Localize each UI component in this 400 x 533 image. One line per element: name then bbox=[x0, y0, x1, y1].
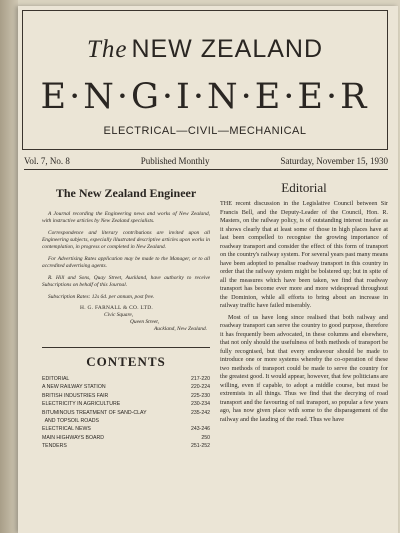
about-paragraph-5: Subscription Rates: 12s 6d. per annum, post free. bbox=[48, 294, 155, 300]
contents-item bbox=[42, 425, 210, 433]
contents-item-label: ELECTRICAL NEWS bbox=[42, 426, 91, 433]
contents-item-pages: 250 bbox=[201, 434, 210, 441]
contents-item bbox=[42, 400, 210, 408]
address-line-1: Civic Square, bbox=[104, 312, 134, 318]
editorial-column bbox=[220, 178, 388, 424]
address-line-2: Queen Street, bbox=[130, 319, 160, 325]
contents-item-pages: 243-246 bbox=[190, 426, 210, 433]
contents-item bbox=[42, 392, 210, 400]
contents-list bbox=[42, 375, 210, 451]
about-paragraph-1: A Journal recording the Engineering news and works of New Zealand, with instructive articles by New Zealand specialists. bbox=[42, 211, 210, 224]
contents-item bbox=[42, 442, 210, 450]
contents-item bbox=[42, 375, 210, 383]
masthead-the: The bbox=[86, 36, 128, 63]
masthead-engineer: E·N·G·I·N·E·E·R bbox=[40, 77, 370, 117]
masthead-title-line bbox=[23, 35, 387, 64]
about-paragraph-3: For Advertising Rates application may be made to the Manager, or to all accredited advertising agents. bbox=[42, 256, 210, 269]
address-line-3: Auckland, New Zealand. bbox=[154, 326, 208, 332]
contents-item-pages: 230-234 bbox=[190, 401, 210, 408]
left-column bbox=[42, 178, 210, 451]
contents-item-label: MAIN HIGHWAYS BOARD bbox=[42, 434, 104, 441]
editorial-title: Editorial bbox=[281, 180, 327, 195]
contents-rule bbox=[42, 347, 210, 348]
about-paragraph-2: Correspondence and literary contributions are invited upon all Engineering subjects, especially illustrated descriptive articles upon works in contemplation, in progress or completed in New Zealand. bbox=[42, 230, 210, 250]
masthead-new-zealand: NEW ZEALAND bbox=[131, 35, 324, 63]
about-paragraph-4: R. Hill and Sons, Quay Street, Auckland, have authority to receive Subscriptions on behalf of this Journal. bbox=[42, 275, 210, 288]
contents-item bbox=[42, 409, 210, 426]
issue-volume: Vol. 7, No. 8 bbox=[24, 156, 70, 166]
contents-item-label: TENDERS bbox=[42, 443, 67, 450]
editorial-paragraph-2: Most of us have long since realised that both railway and roadway transport can serve the country to good purpose, therefore it has frequently been advocated, in these columns and elsewhere, that not only should the usefulness of both methods of transport be fully recognised, but that every endeavour should be made to introduce one or more systems whereby the co-operation of these two methods of transport could be made to serve the country for the greatest good. It would appear, however, that few politicians are willing, even if capable, to adopt a middle course, but must be extremists in all things. Thus we find that the decrying of road transport and the favouring of rail transport, so popular a few years ago, has now given place with some to the disparagement of the railway and the lauding of the road. Thus we have bbox=[220, 313, 388, 423]
info-bar-rule bbox=[24, 169, 388, 170]
about-title: The New Zealand Engineer bbox=[55, 186, 197, 200]
publisher-name: H. G. FARNALL & CO. LTD. bbox=[80, 305, 154, 311]
binding-spine bbox=[0, 0, 18, 533]
contents-item-pages: 220-224 bbox=[190, 384, 210, 391]
masthead bbox=[22, 10, 388, 150]
contents-item-label: BITUMINOUS TREATMENT OF SAND-CLAY AND TOPSOIL ROADS bbox=[42, 409, 147, 425]
contents-item-pages: 251-252 bbox=[190, 443, 210, 450]
contents-item-label: A NEW RAILWAY STATION bbox=[42, 384, 106, 391]
contents-item bbox=[42, 383, 210, 391]
masthead-subtitle: ELECTRICAL—CIVIL—MECHANICAL bbox=[103, 125, 307, 137]
contents-item-pages: 225-230 bbox=[190, 392, 210, 399]
contents-item-pages: 235-242 bbox=[190, 409, 210, 416]
contents-title: CONTENTS bbox=[86, 354, 166, 369]
contents-item-label: ELECTRICITY IN AGRICULTURE bbox=[42, 401, 121, 408]
editorial-paragraph-1: THE recent discussion in the Legislative Council between Sir Francis Bell, and the Deputy-Leader of the Council, Hon. R. Masters, on the railway policy, is of outstanding interest insofar as it shows clearly that at least some of those in high places have at last been compelled to recognise the growing importance of roadway transport and consider the effect of this form of transport on the country's railway system. For several years past many means have been adopted to penalise roadway transport in this country in order that the railway system might be bolstered up; but in spite of all the measures which have been taken, we find that roadway transport has become ever more and more widespread throughout the Dominion, while all efforts to bring about an increase in railway traffic have failed miserably. bbox=[220, 200, 388, 309]
issue-date: Saturday, November 15, 1930 bbox=[280, 156, 388, 166]
contents-item-pages: 217-220 bbox=[190, 376, 210, 382]
publisher-address bbox=[42, 305, 210, 333]
contents-item-label: EDITORIAL bbox=[42, 376, 70, 382]
contents-item bbox=[42, 434, 210, 442]
contents-item-label: BRITISH INDUSTRIES FAIR bbox=[42, 392, 109, 399]
issue-frequency: Published Monthly bbox=[140, 156, 210, 166]
issue-info-bar bbox=[24, 154, 388, 168]
